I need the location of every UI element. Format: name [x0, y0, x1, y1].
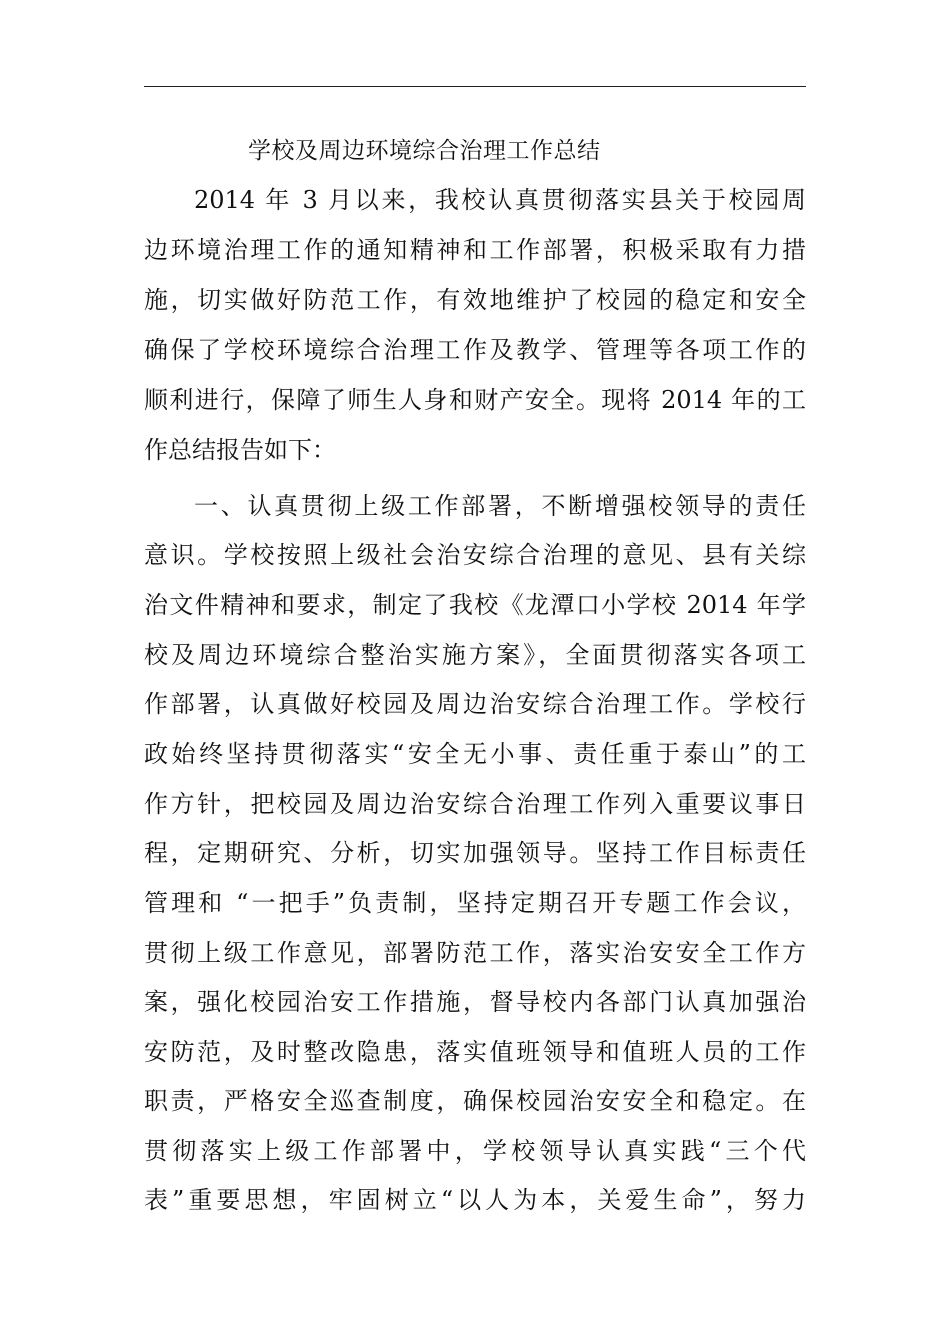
text-line: 作总结报告如下：	[144, 436, 336, 464]
text-line: 治文件精神和要求，制定了我校《龙潭口小学校 2014 年学	[144, 591, 806, 619]
text-line: 安防范，及时整改隐患，落实值班领导和值班人员的工作	[144, 1038, 806, 1066]
text-line: 程，定期研究、分析，切实加强领导。坚持工作目标责任	[144, 839, 806, 867]
text-line: 管理和 “一把手”负责制，坚持定期召开专题工作会议，	[144, 889, 806, 917]
text-line: 作部署，认真做好校园及周边治安综合治理工作。学校行	[144, 690, 806, 718]
text-line: 政始终坚持贯彻落实“安全无小事、责任重于泰山”的工	[144, 740, 806, 768]
text-line: 职责，严格安全巡查制度，确保校园治安安全和稳定。在	[144, 1087, 806, 1115]
text-line: 2014 年 3 月以来，我校认真贯彻落实县关于校园周	[194, 186, 806, 214]
text-line: 边环境治理工作的通知精神和工作部署，积极采取有力措	[144, 236, 806, 264]
text-line: 一、认真贯彻上级工作部署，不断增强校领导的责任	[194, 492, 806, 520]
text-line: 案，强化校园治安工作措施，督导校内各部门认真加强治	[144, 988, 806, 1016]
header-rule	[144, 86, 806, 87]
document-title: 学校及周边环境综合治理工作总结	[248, 138, 601, 164]
text-line: 表”重要思想，牢固树立“以人为本，关爱生命”，努力	[144, 1186, 806, 1214]
text-line: 确保了学校环境综合治理工作及教学、管理等各项工作的	[144, 336, 806, 364]
text-line: 贯彻上级工作意见，部署防范工作，落实治安安全工作方	[144, 939, 806, 967]
text-line: 施，切实做好防范工作，有效地维护了校园的稳定和安全	[144, 286, 806, 314]
text-line: 意识。学校按照上级社会治安综合治理的意见、县有关综	[144, 541, 806, 569]
text-line: 作方针，把校园及周边治安综合治理工作列入重要议事日	[144, 790, 806, 818]
text-line: 校及周边环境综合整治实施方案》，全面贯彻落实各项工	[144, 641, 806, 669]
text-line: 贯彻落实上级工作部署中，学校领导认真实践“三个代	[144, 1137, 806, 1165]
text-line: 顺利进行，保障了师生人身和财产安全。现将 2014 年的工	[144, 386, 806, 414]
